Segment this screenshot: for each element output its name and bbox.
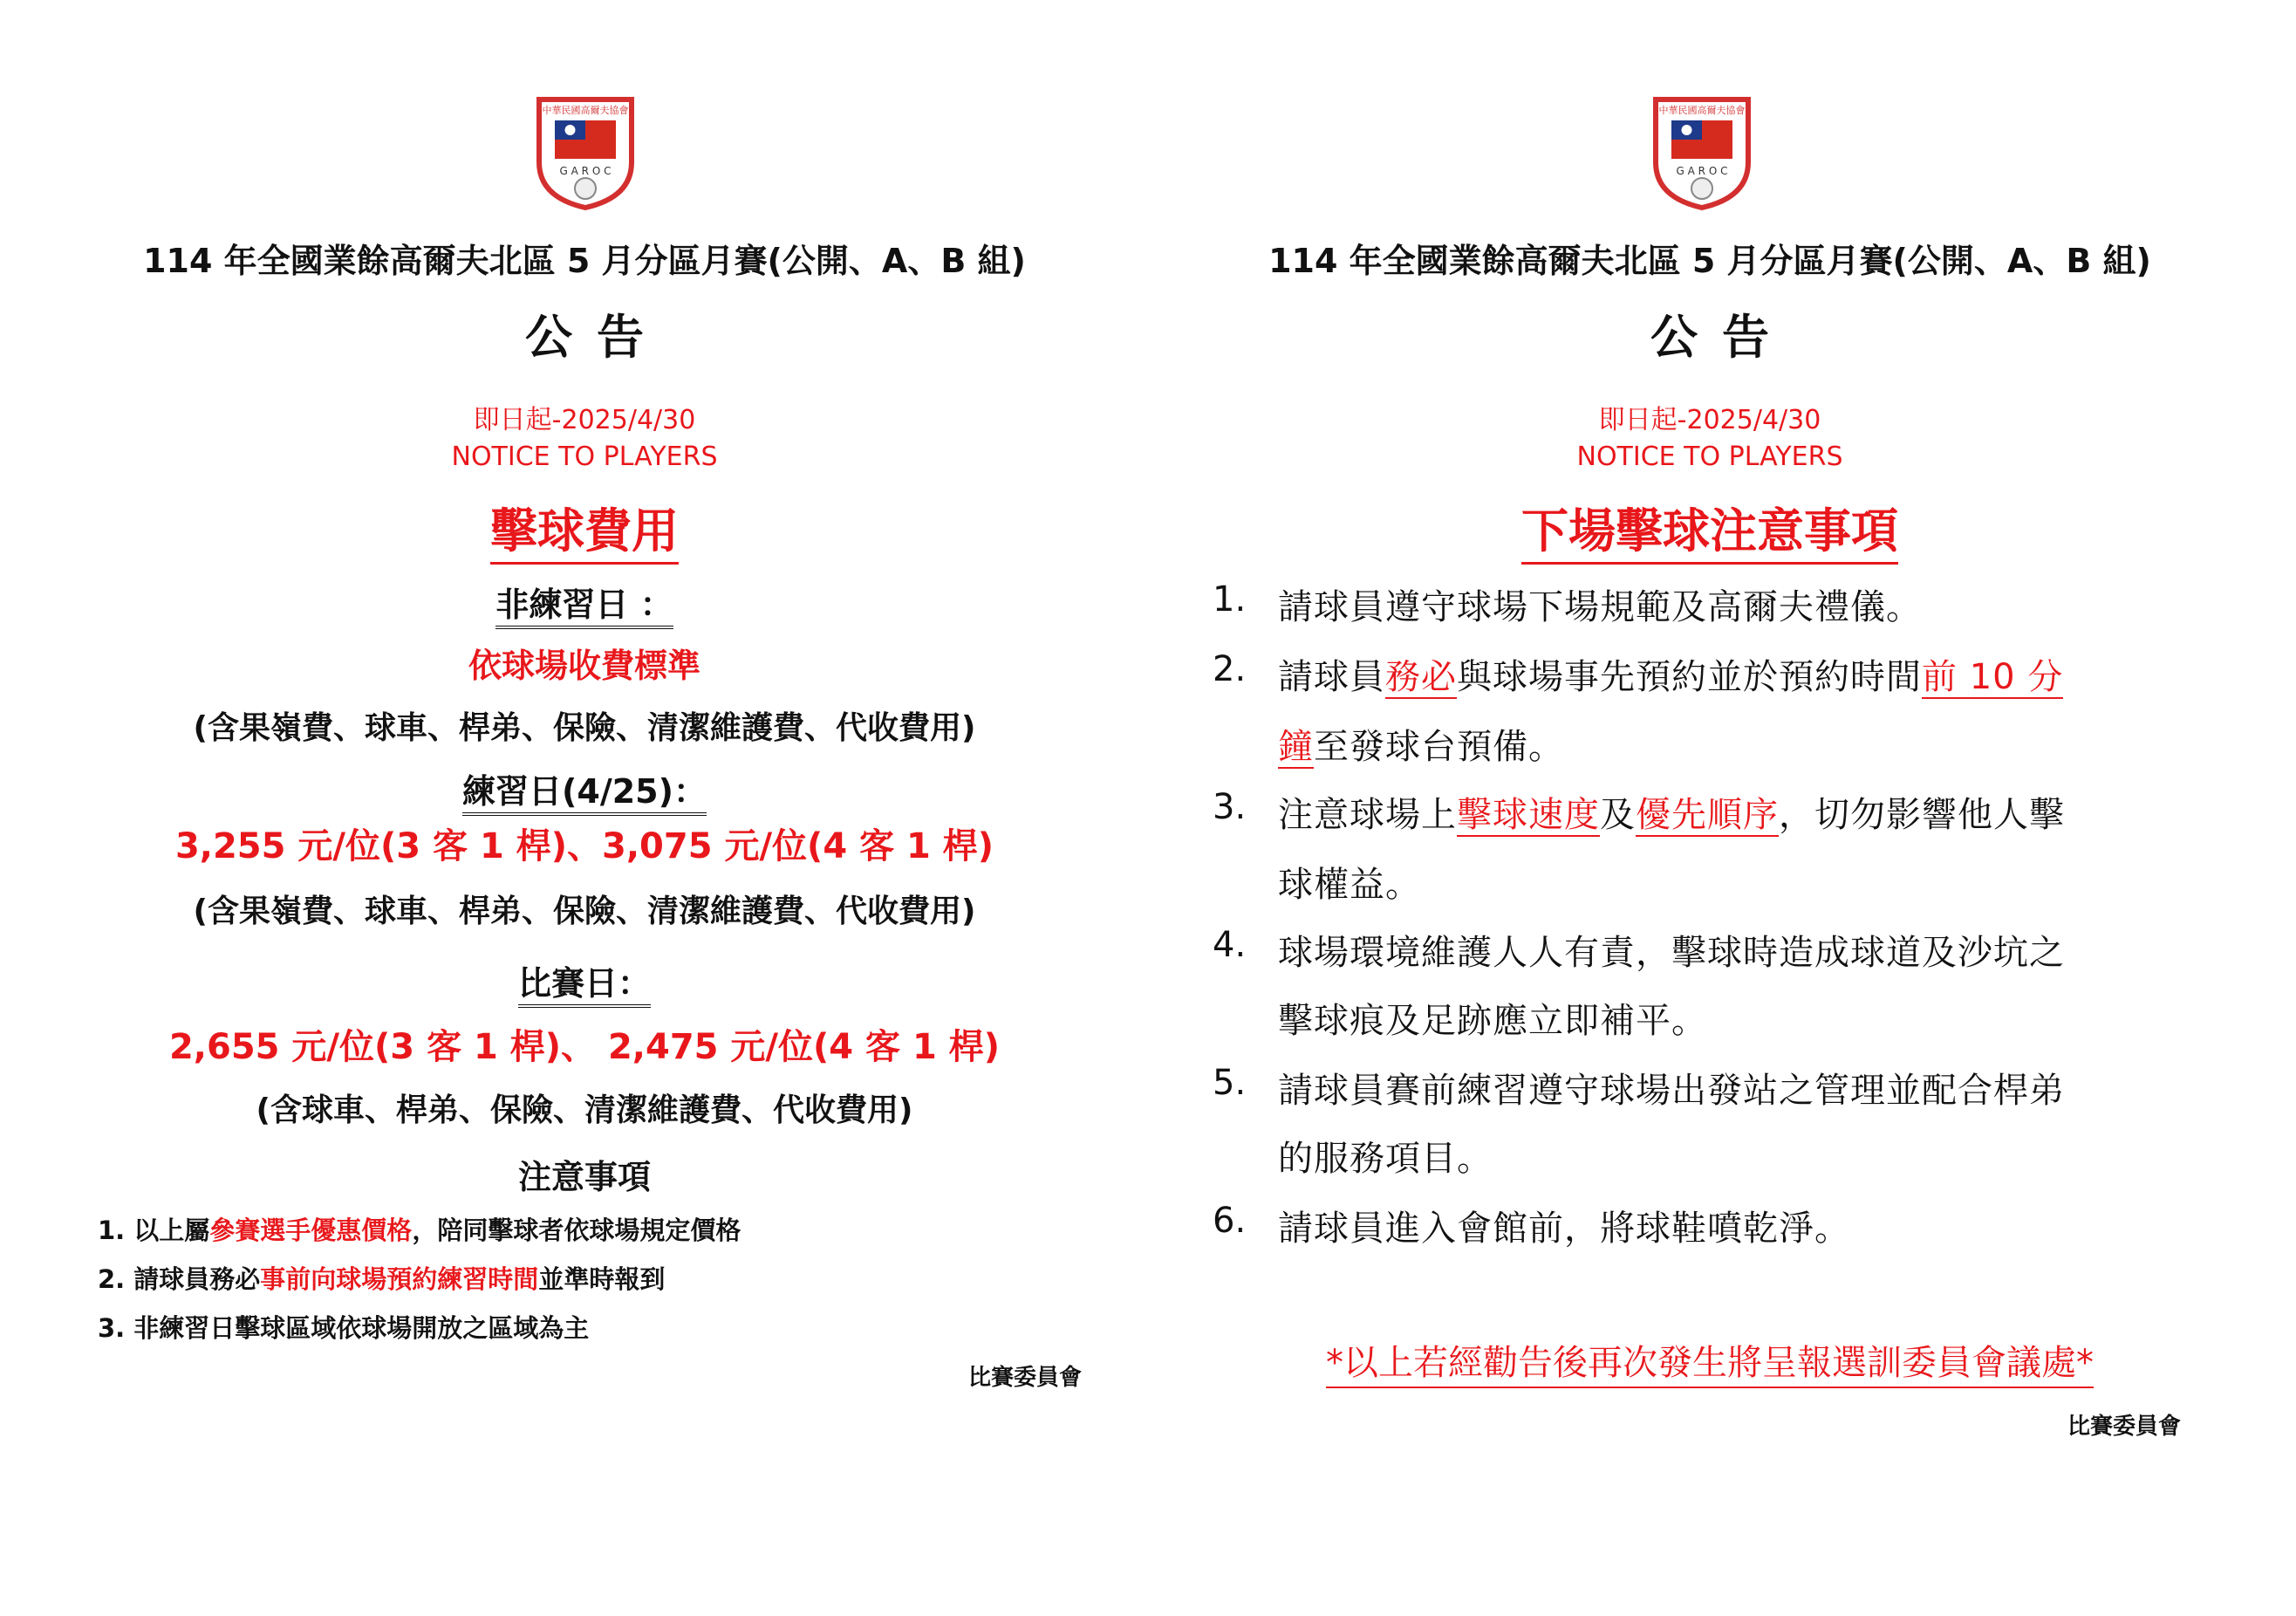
committee-signature: 比賽委員會 xyxy=(967,1365,1082,1391)
practice-day-label: 練習日(4/25)： xyxy=(87,764,1082,812)
warning-text: *以上若經勸告後再次發生將呈報選訓委員會議處* xyxy=(1204,1335,2216,1385)
garoc-logo xyxy=(534,94,637,211)
rule-4: 球場環境維護人人有責，擊球時造成球道及沙坑之 xyxy=(1278,933,2065,973)
garoc-logo xyxy=(1650,94,1753,211)
rule-1: 請球員遵守球場下場規範及高爾夫禮儀。 xyxy=(1278,587,1922,627)
effective-date: 即日起-2025/4/30 xyxy=(1598,405,1821,435)
rule-number: 1. xyxy=(1213,579,1247,620)
logo-top-text: 中華民國高爾夫協會 xyxy=(542,105,629,116)
notes-heading: 注意事項 xyxy=(517,1158,651,1196)
note-item-2: 2. 請球員務必事前向球場預約練習時間並準時報到 xyxy=(98,1264,666,1294)
rule-3: 注意球場上擊球速度及優先順序，切勿影響他人擊 xyxy=(1278,795,2065,835)
effective-date: 即日起-2025/4/30 xyxy=(473,405,696,435)
practice-day-price: 3,255 元/位(3 客 1 桿)、3,075 元/位(4 客 1 桿) xyxy=(174,826,994,866)
fee-heading: 擊球費用 xyxy=(87,494,1082,561)
logo-top-text: 中華民國高爾夫協會 xyxy=(1658,105,1746,116)
note-item-3: 3. 非練習日擊球區域依球場開放之區域為主 xyxy=(98,1313,590,1343)
page-title: 114 年全國業餘高爾夫北區 5 月分區月賽(公開、A、B 組) xyxy=(1268,242,2151,280)
rule-number: 5. xyxy=(1213,1063,1247,1103)
left-notice-panel xyxy=(87,0,1082,1616)
page-title: 114 年全國業餘高爾夫北區 5 月分區月賽(公開、A、B 組) xyxy=(143,242,1026,280)
rule-number: 4. xyxy=(1213,925,1247,965)
rules-heading: 下場擊球注意事項 xyxy=(1204,494,2216,561)
rule-4-continued: 擊球痕及足跡應立即補平。 xyxy=(1278,1001,1707,1041)
inclusion-note-3: (含球車、桿弟、保險、清潔維護費、代收費用) xyxy=(256,1092,913,1128)
rule-6: 請球員進入會館前，將球鞋噴乾淨。 xyxy=(1278,1209,1850,1249)
committee-signature: 比賽委員會 xyxy=(2067,1414,2181,1440)
non-practice-label: 非練習日 ： xyxy=(87,578,1082,626)
right-notice-panel xyxy=(1204,0,2216,1616)
rule-number: 2. xyxy=(1213,649,1247,689)
note-item-1: 1. 以上屬參賽選手優惠價格，陪同擊球者依球場規定價格 xyxy=(98,1215,741,1245)
rule-2-continued: 鐘至發球台預備。 xyxy=(1278,727,1564,767)
logo-letters: G A R O C xyxy=(559,165,612,177)
announcement-heading: 公告 xyxy=(1650,310,1794,365)
rule-2: 請球員務必與球場事先預約並於預約時間前 10 分 xyxy=(1278,657,2064,697)
rule-5: 請球員賽前練習遵守球場出發站之管理並配合桿弟 xyxy=(1278,1071,2065,1111)
inclusion-note-1: (含果嶺費、球車、桿弟、保險、清潔維護費、代收費用) xyxy=(193,710,976,746)
announcement-heading: 公告 xyxy=(525,310,668,365)
logo-letters: G A R O C xyxy=(1676,165,1728,177)
rule-3-continued: 球權益。 xyxy=(1278,865,1421,905)
rule-number: 3. xyxy=(1213,787,1247,827)
notice-to-players: NOTICE TO PLAYERS xyxy=(451,442,718,472)
inclusion-note-2: (含果嶺費、球車、桿弟、保險、清潔維護費、代收費用) xyxy=(193,894,976,929)
rule-number: 6. xyxy=(1213,1201,1247,1241)
non-practice-value: 依球場收費標準 xyxy=(468,647,700,685)
match-day-label: 比賽日： xyxy=(87,956,1082,1004)
match-day-price: 2,655 元/位(3 客 1 桿)、 2,475 元/位(4 客 1 桿) xyxy=(168,1027,1001,1067)
notice-to-players: NOTICE TO PLAYERS xyxy=(1576,442,1843,472)
rule-5-continued: 的服務項目。 xyxy=(1278,1139,1493,1179)
